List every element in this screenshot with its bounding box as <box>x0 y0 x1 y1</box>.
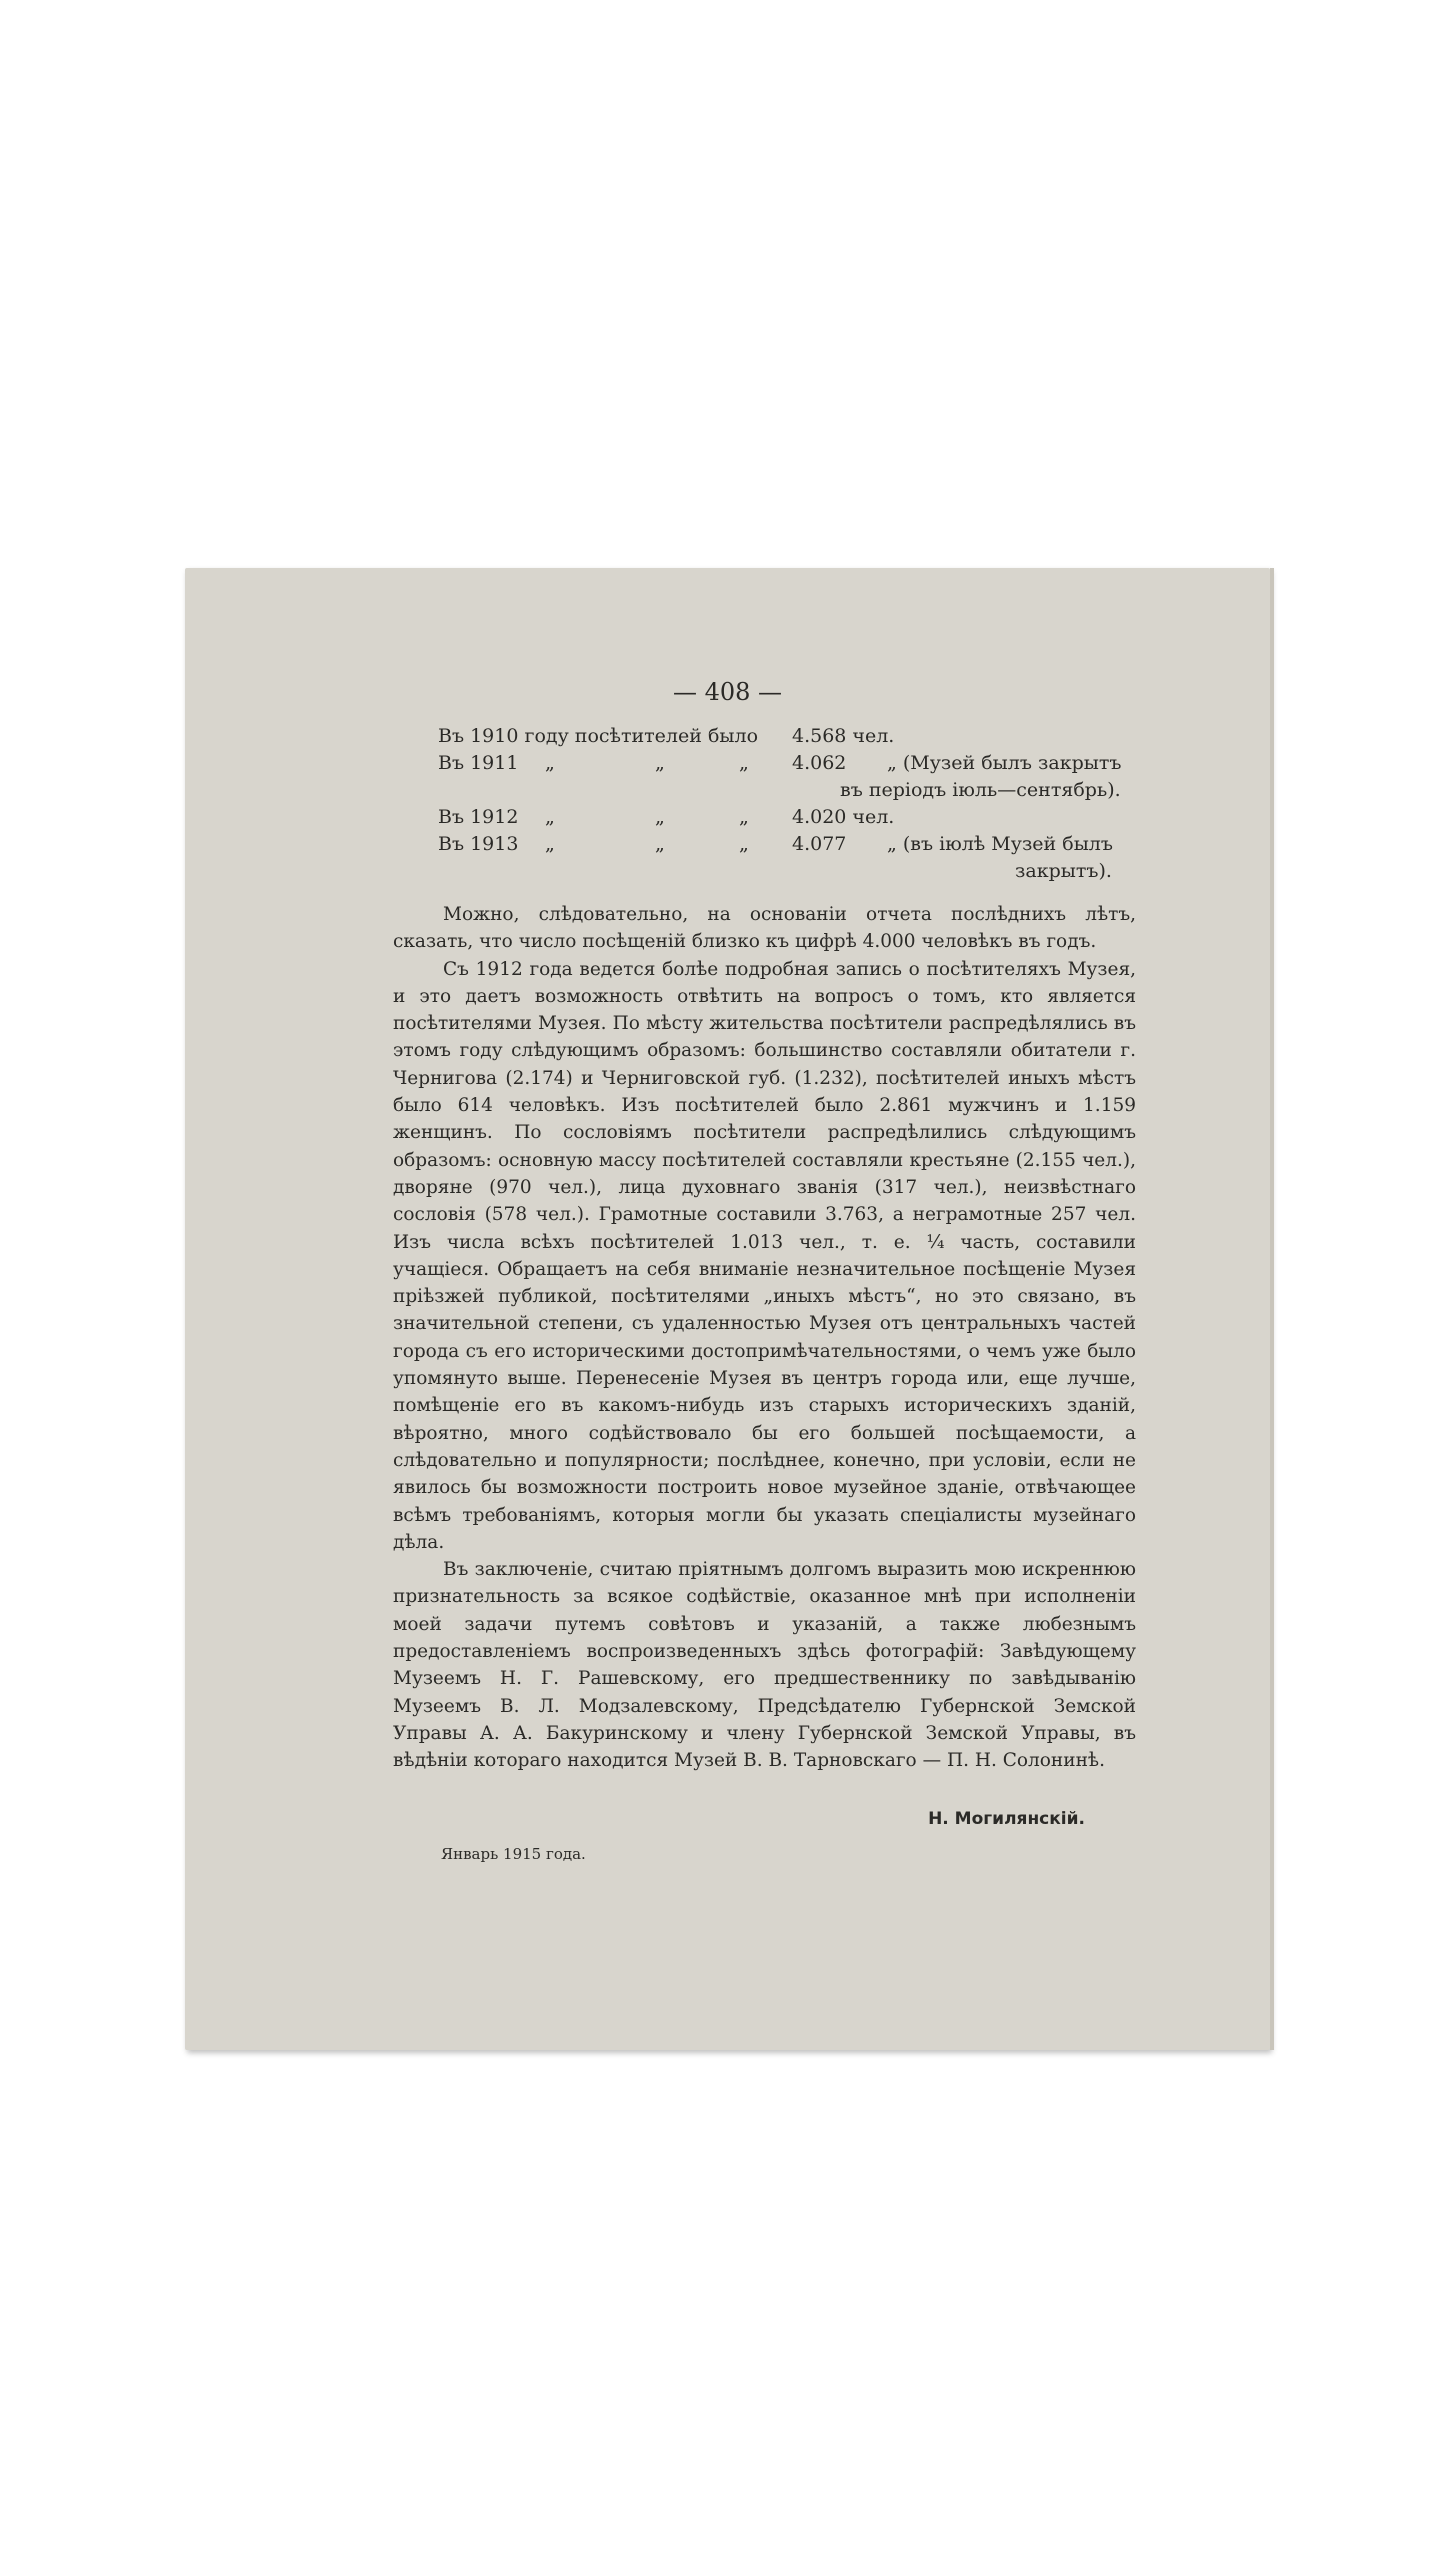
stat-count: 4.077 <box>792 833 847 855</box>
ditto-mark: „ <box>545 833 555 855</box>
stat-note-cont-text: закрытъ). <box>1015 860 1112 882</box>
stat-row-1912 <box>393 804 1136 831</box>
ditto-mark: „ <box>739 833 749 855</box>
ditto-mark: „ <box>655 833 665 855</box>
author-signature: Н. Могилянскій. <box>928 1809 1085 1829</box>
paragraph: Съ 1912 года ведется болѣе подробная запись о посѣтителяхъ Музея, и это даетъ возможность отвѣтить на вопросъ о томъ, кто является посѣтителями Музея. По мѣсту жительства посѣтители распредѣлялись въ этомъ году слѣдующимъ образомъ: большинство составляли обитатели г. Чернигова (2.174) и Черниговской губ. (1.232), посѣтителей иныхъ мѣстъ было 614 человѣкъ. Изъ посѣтителей было 2.861 мужчинъ и 1.159 женщинъ. По сословіямъ посѣтители распредѣлились слѣдующимъ образомъ: основную массу посѣтителей составляли крестьяне (2.155 чел.), дворяне (970 чел.), лица духовнаго званія (317 чел.), неизвѣстнаго сословія (578 чел.). Грамотные составили 3.763, а неграмотные 257 чел. Изъ числа всѣхъ посѣтителей 1.013 чел., т. е. ¼ часть, составили учащіеся. Обращаетъ на себя вниманіе незначительное посѣщеніе Музея пріѣзжей публикой, посѣтителями „иныхъ мѣстъ“, но это связано, въ значительной степени, съ удаленностью Музея отъ центральныхъ частей города съ его историческими достопримѣчательностями, о чемъ уже было упомянуто выше. Перенесеніе Музея въ центръ города или, еще лучше, помѣщеніе его въ какомъ-нибудь изъ старыхъ историческихъ зданій, вѣроятно, много содѣйствовало бы его большей посѣщаемости, а слѣдовательно и популярности; послѣднее, конечно, при условіи, если не явилось бы возможности построить новое музейное зданіе, отвѣчающее всѣмъ требованіямъ, которыя могли бы указать спеціалисты музейнаго дѣла. <box>393 958 1136 1553</box>
ditto-mark: „ <box>739 806 749 828</box>
stat-year: Въ 1913 <box>438 833 519 855</box>
paragraph: Можно, слѣдовательно, на основаніи отчета послѣднихъ лѣтъ, сказать, что число посѣщеній близко къ цифрѣ 4.000 человѣкъ въ годъ. <box>393 904 1136 953</box>
dateline: Январь 1915 года. <box>441 1845 586 1863</box>
stat-row-1913 <box>393 831 1136 858</box>
stat-note-cont-text: въ періодъ іюль—сентябрь). <box>840 779 1121 801</box>
ditto-mark: „ <box>655 806 665 828</box>
stat-year: Въ 1911 <box>438 752 519 774</box>
paragraph: Въ заключеніе, считаю пріятнымъ долгомъ выразить мою искреннюю признательность за всякое содѣйствіе, оказанное мнѣ при исполненіи моей задачи путемъ совѣтовъ и указаній, а также любезнымъ предоставленіемъ воспроизведенныхъ здѣсь фотографій: Завѣдующему Музеемъ Н. Г. Рашевскому, его предшественнику по завѣдыванію Музеемъ В. Л. Модзалевскому, Предсѣдателю Губернской Земской Управы А. А. Бакуринскому и члену Губернской Земской Управы, въ вѣдѣніи котораго находится Музей В. В. Тарновскаго — П. Н. Солонинѣ. <box>393 1559 1136 1772</box>
stat-year: Въ 1912 <box>438 806 519 828</box>
body-text <box>393 901 1136 1775</box>
ditto-mark: „ <box>739 752 749 774</box>
stat-count: 4.568 чел. <box>792 725 895 747</box>
ditto-mark: „ <box>545 806 555 828</box>
ditto-mark: „ <box>545 752 555 774</box>
page-number: — 408 — <box>672 678 783 706</box>
stat-row-1910 <box>393 723 1136 750</box>
stat-row-1911 <box>393 750 1136 777</box>
stat-note-continuation <box>393 777 1136 804</box>
stat-count: 4.062 <box>792 752 847 774</box>
stat-note: „ (Музей былъ закрытъ <box>887 752 1122 774</box>
stat-count: 4.020 чел. <box>792 806 895 828</box>
visitor-statistics <box>393 723 1136 885</box>
page-edge <box>1270 568 1274 2050</box>
stat-note: „ (въ іюлѣ Музей былъ <box>887 833 1113 855</box>
ditto-mark: „ <box>655 752 665 774</box>
stat-text: Въ 1910 году посѣтителей было <box>438 725 759 747</box>
stat-note-continuation <box>393 858 1136 885</box>
document-page <box>185 568 1270 2050</box>
